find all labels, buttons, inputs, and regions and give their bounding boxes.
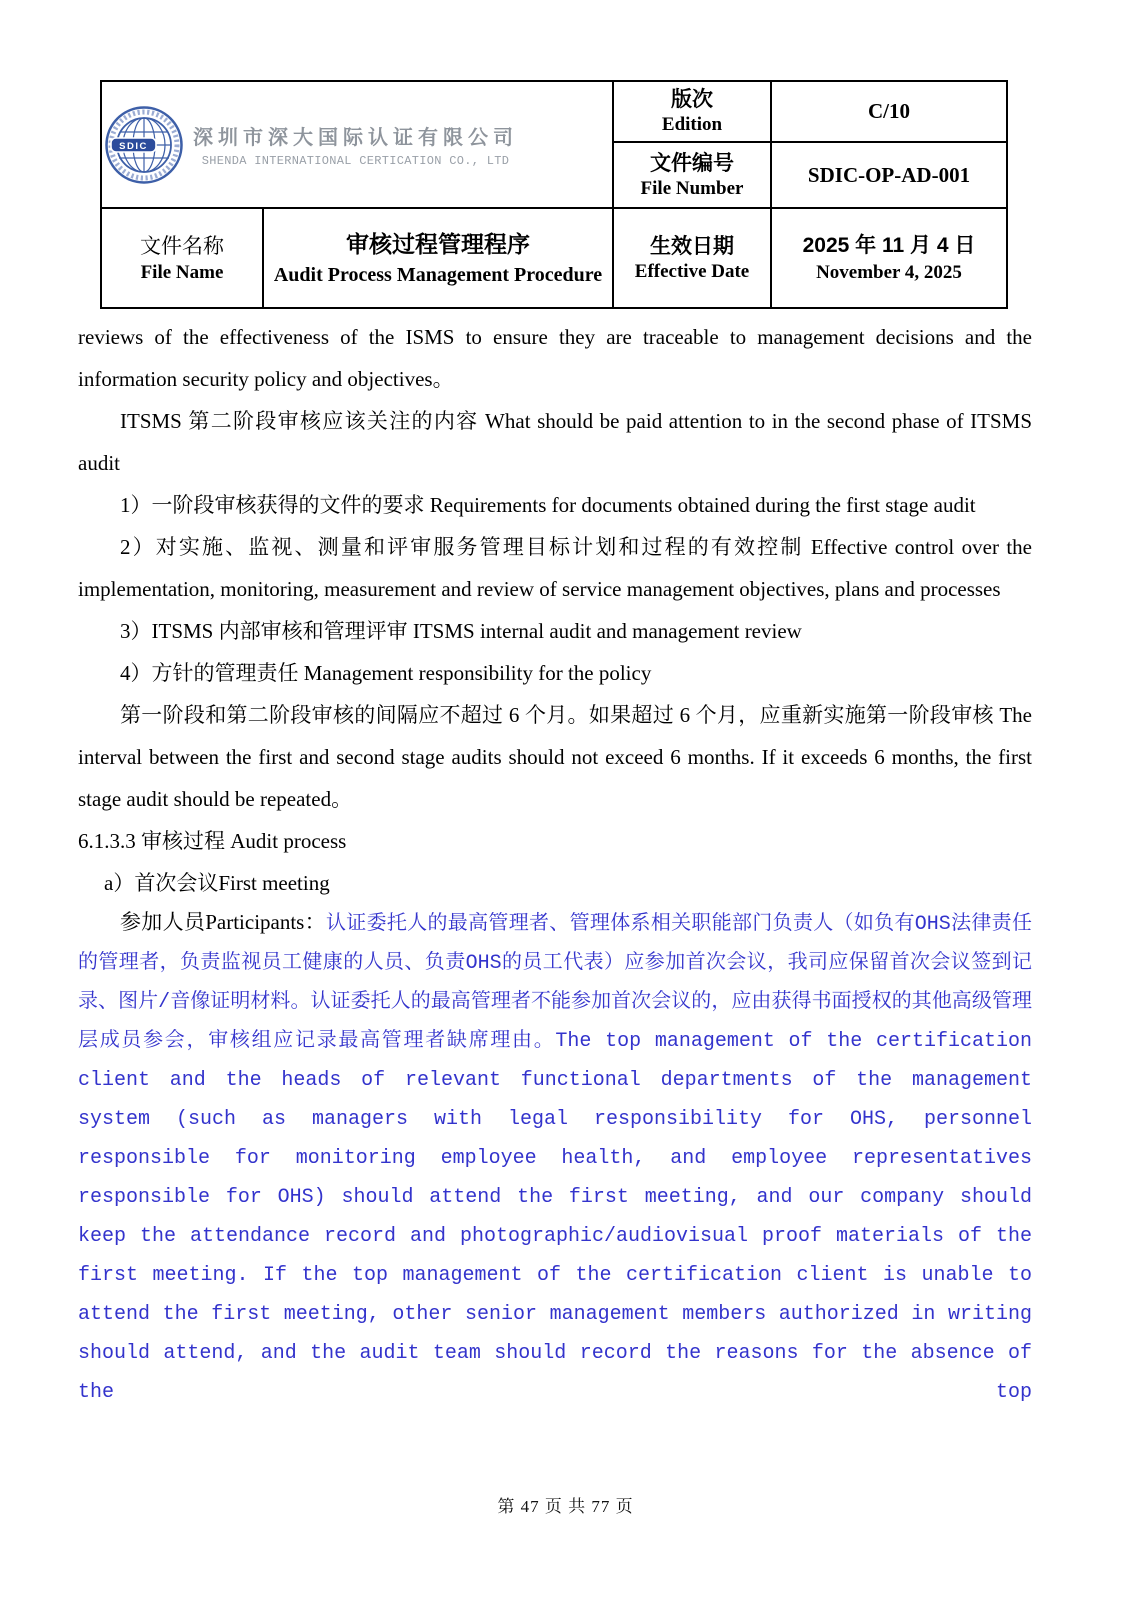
- company-name-en: SHENDA INTERNATIONAL CERTICATION CO., LTD: [201, 154, 510, 168]
- subitem-a-first-meeting: a）首次会议First meeting: [104, 871, 330, 895]
- effective-date-label-cell: [613, 208, 771, 308]
- file-name-label-en: File Name: [140, 262, 224, 283]
- file-number-value: SDIC-OP-AD-001: [807, 162, 971, 187]
- file-name-label-cell: [101, 208, 263, 308]
- edition-value: C/10: [868, 99, 910, 123]
- paragraph-isms-reviews: reviews of the effectiveness of the ISMS to ensure they are traceable to management decisions and the information security policy and objectives。: [78, 325, 1032, 391]
- doc-title-en: Audit Process Management Procedure: [273, 264, 603, 286]
- file-number-value-cell: [771, 142, 1007, 208]
- doc-title-cell: [263, 208, 613, 308]
- edition-label-en: Edition: [661, 114, 723, 135]
- effective-date-value-cn: 2025 年 11 月 4 日: [802, 234, 976, 257]
- file-number-label-en: File Number: [640, 177, 744, 199]
- edition-label-cn: 版次: [671, 88, 713, 111]
- effective-date-label-en: Effective Date: [634, 260, 750, 282]
- participants-highlight-text: 认证委托人的最高管理者、管理体系相关职能部门负责人（如负有OHS法律责任的管理者，负责监视员工健康的人员、负责OHS的员工代表）应参加首次会议，我司应保留首次会议签到记录、图片/音像证明材料。认证委托人的最高管理者不能参加首次会议的，应由获得书面授权的其他高级管理层成员参会，审核组应记录最高管理者缺席理由。The top management of the certification client and the heads of relevant functional departments of the management system (such as managers with legal responsibility for OHS, personnel responsible for monitoring employee health, and employee representatives responsible for OHS) should attend the first meeting, and our company should keep the attendance record and photographic/audiovisual proof materials of the first meeting. If the top management of the certification client is unable to attend the first meeting, other senior management members authorized in writing should attend, and the audit team should record the reasons for the absence of the top: [78, 913, 1032, 1404]
- doc-title-cn: 审核过程管理程序: [346, 231, 530, 257]
- effective-date-value-en: November 4, 2025: [816, 262, 962, 283]
- list-item-2-effective-control: 2）对实施、监视、测量和评审服务管理目标计划和过程的有效控制 Effective control over the implementation, monitoring, measurement and review of service management objectives, plans and processes: [78, 535, 1032, 601]
- effective-date-value-cell: [771, 208, 1007, 308]
- edition-value-cell: [771, 81, 1007, 142]
- logo-text: SDIC: [119, 140, 148, 152]
- paragraph-stage-interval: 第一阶段和第二阶段审核的间隔应不超过 6 个月。如果超过 6 个月，应重新实施第一阶段审核 The interval between the first and second stage audits should not exceed 6 months. If it exceeds 6 months, the first stage audit should be repeated。: [78, 703, 1032, 811]
- list-item-4-management-responsibility: 4）方针的管理责任 Management responsibility for the policy: [120, 661, 652, 685]
- paragraph-itsms-second-phase: ITSMS 第二阶段审核应该关注的内容 What should be paid attention to in the second phase of ITSMS audit: [78, 409, 1032, 475]
- list-item-1-first-stage-docs: 1）一阶段审核获得的文件的要求 Requirements for documents obtained during the first stage audit: [120, 493, 976, 517]
- company-name-cn: 深圳市深大国际认证有限公司: [193, 127, 518, 149]
- file-number-label-cn: 文件编号: [650, 151, 734, 175]
- doc-header-table: [100, 80, 1008, 309]
- company-logo-icon: [104, 105, 184, 185]
- file-name-label-cn: 文件名称: [140, 234, 224, 258]
- paragraph-participants: [78, 904, 1032, 1411]
- document-body: [78, 316, 1032, 1411]
- effective-date-label-cn: 生效日期: [650, 234, 734, 258]
- page-footer: 第 47 页 共 77 页: [497, 1497, 634, 1516]
- section-heading-6133: 6.1.3.3 审核过程 Audit process: [78, 829, 347, 853]
- company-logo-cell: [101, 81, 613, 208]
- edition-label-cell: [613, 81, 771, 142]
- participants-label: 参加人员Participants：: [120, 910, 326, 934]
- list-item-3-internal-audit: 3）ITSMS 内部审核和管理评审 ITSMS internal audit and management review: [120, 619, 802, 643]
- file-number-label-cell: [613, 142, 771, 208]
